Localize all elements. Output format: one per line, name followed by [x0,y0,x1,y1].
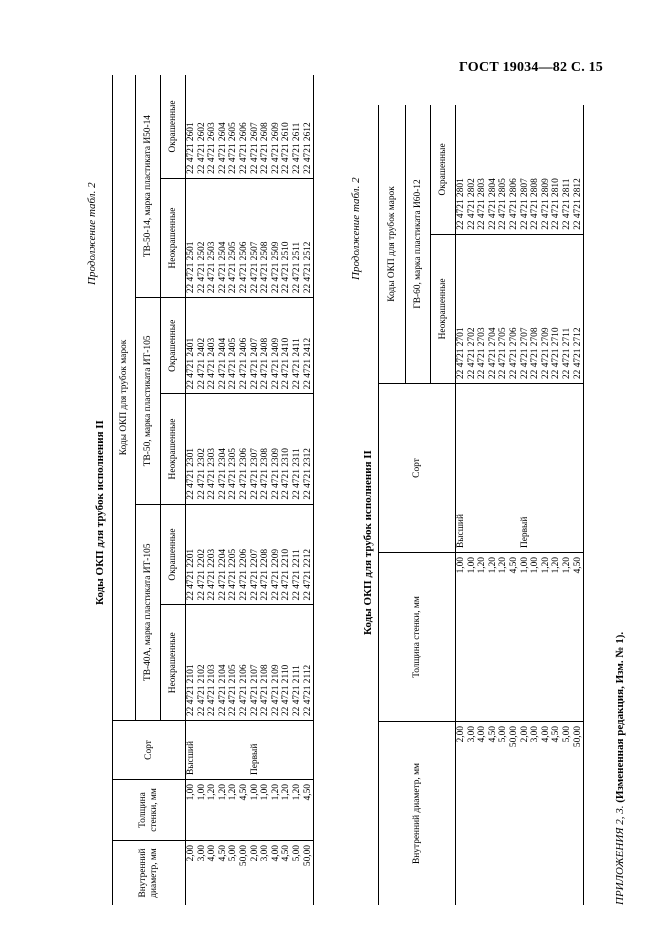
t2-sub: Неокрашенные [431,234,456,383]
code-cell: 22 4721 2510 [281,178,292,297]
wall-cell: 1,20 [281,780,292,841]
code-cell: 22 4721 2502 [197,178,208,297]
code-cell: 22 4721 2801 [456,178,466,230]
table1-continuation: Продолжение табл. 2 [86,182,98,285]
diameter-cell: 4,50 [488,722,499,906]
t1-sub: Окрашенные [161,504,186,605]
code-cell: 22 4721 2811 [561,178,572,230]
grade-cell [551,384,562,553]
wall-cell: 1,00 [186,780,197,841]
table-row [271,75,282,905]
code-cell: 22 4721 2101 [186,605,197,721]
code-cell: 22 4721 2201 [186,504,197,605]
diameter-cell: 5,00 [562,722,573,906]
grade-cell [541,384,552,553]
code-cell: 22 4721 2603 [207,122,218,174]
wall-cell: 1,20 [488,553,499,722]
code-cell: 22 4721 2612 [302,122,313,174]
code-cell: 22 4721 2409 [271,298,282,394]
diameter-cell: 5,00 [228,841,239,906]
code-cell: 22 4721 2307 [250,394,261,504]
table-row [228,75,239,905]
t1-group-2: ТВ-50-14, марка пластиката И50-14 [136,75,161,298]
code-cell: 22 4721 2809 [540,178,551,230]
code-cell: 22 4721 2703 [477,234,488,383]
code-cell: 22 4721 2102 [197,605,208,721]
code-cell: 22 4721 2609 [270,122,281,174]
diameter-cell: 3,00 [467,722,478,906]
code-cell: 22 4721 2808 [530,178,541,230]
code-cell: 22 4721 2209 [271,504,282,605]
wall-cell: 1,20 [551,553,562,722]
code-cell: 22 4721 2211 [292,504,303,605]
table1-title: Коды ОКП для трубок исполнения II [94,420,106,605]
wall-cell: 1,00 [467,553,478,722]
code-cell: 22 4721 2702 [467,234,478,383]
code-cell: 22 4721 2404 [218,298,229,394]
rotated-content [86,75,656,905]
table-row [303,75,314,905]
code-cell: 22 4721 2511 [292,178,303,297]
code-cell: 22 4721 2111 [292,605,303,721]
t2-h-grade: Сорт [379,384,456,553]
code-cell: 22 4721 2306 [239,394,250,504]
wall-cell: 1,00 [456,553,467,722]
t2-group: ГВ-60, марка пластиката И60-12 [406,105,431,384]
grade-cell [271,721,282,780]
wall-cell: 1,00 [530,553,541,722]
diameter-cell: 50,00 [239,841,250,906]
code-cell: 22 4721 2104 [218,605,229,721]
diameter-cell: 5,00 [292,841,303,906]
table-row [260,75,271,905]
grade-cell [530,384,541,553]
code-cell: 22 4721 2411 [292,298,303,394]
diameter-cell: 3,00 [197,841,208,906]
grade-cell [509,384,520,553]
code-cell: 22 4721 2309 [271,394,282,504]
grade-cell [197,721,208,780]
t1-h-grade: Сорт [113,721,186,780]
table-row [186,75,197,905]
wall-cell: 1,20 [207,780,218,841]
table-row [573,105,584,905]
grade-cell [281,721,292,780]
grade-cell [488,384,499,553]
code-cell: 22 4721 2712 [573,234,584,383]
wall-cell: 1,20 [218,780,229,841]
code-cell: 22 4721 2507 [250,178,261,297]
t1-group-1: ТВ-50, марка пластиката ИТ-105 [136,298,161,504]
code-cell: 22 4721 2704 [488,234,499,383]
code-cell: 22 4721 2212 [303,504,314,605]
diameter-cell: 2,00 [250,841,261,906]
code-cell: 22 4721 2310 [281,394,292,504]
footnote-prefix: ПРИЛОЖЕНИЯ 2, 3. [614,805,626,905]
wall-cell: 1,20 [477,553,488,722]
code-cell: 22 4721 2302 [197,394,208,504]
diameter-cell: 4,50 [551,722,562,906]
t1-group-0: ТВ-40А, марка пластиката ИТ-105 [136,504,161,720]
grade-cell [260,721,271,780]
code-cell: 22 4721 2708 [530,234,541,383]
code-cell: 22 4721 2804 [487,178,498,230]
grade-cell [292,721,303,780]
diameter-cell: 2,00 [456,722,467,906]
grade-cell: Высший [186,721,197,780]
code-cell: 22 4721 2709 [541,234,552,383]
code-cell: 22 4721 2203 [207,504,218,605]
table-row [541,105,552,905]
code-cell: 22 4721 2308 [260,394,271,504]
wall-cell: 1,20 [228,780,239,841]
diameter-cell: 3,00 [530,722,541,906]
grade-cell [573,384,584,553]
code-cell: 22 4721 2803 [477,178,488,230]
wall-cell: 1,20 [541,553,552,722]
diameter-cell: 50,00 [573,722,584,906]
table2 [378,105,584,905]
code-cell: 22 4721 2408 [260,298,271,394]
code-cell: 22 4721 2105 [228,605,239,721]
table-row [207,75,218,905]
code-cell: 22 4721 2311 [292,394,303,504]
diameter-cell: 4,50 [218,841,229,906]
code-cell: 22 4721 2509 [271,178,282,297]
code-cell: 22 4721 2206 [239,504,250,605]
grade-cell: Первый [250,721,261,780]
wall-cell: 4,50 [573,553,584,722]
grade-cell [303,721,314,780]
diameter-cell: 4,00 [207,841,218,906]
table-row [562,105,573,905]
wall-cell: 4,50 [303,780,314,841]
code-cell: 22 4721 2202 [197,504,208,605]
code-cell: 22 4721 2508 [260,178,271,297]
code-cell: 22 4721 2103 [207,605,218,721]
code-cell: 22 4721 2304 [218,394,229,504]
t1-h-wall: Толщина стенки, мм [113,780,186,841]
code-cell: 22 4721 2506 [239,178,250,297]
table-row [488,105,499,905]
code-cell: 22 4721 2109 [271,605,282,721]
t2-h-wall: Толщина стенки, мм [379,553,456,722]
table-row [218,75,229,905]
table-row [477,105,488,905]
code-cell: 22 4721 2512 [303,178,314,297]
code-cell: 22 4721 2710 [551,234,562,383]
code-cell: 22 4721 2312 [303,394,314,504]
grade-cell [498,384,509,553]
code-cell: 22 4721 2110 [281,605,292,721]
table-row [530,105,541,905]
diameter-cell: 50,00 [509,722,520,906]
diameter-cell: 4,00 [271,841,282,906]
diameter-cell: 5,00 [498,722,509,906]
code-cell: 22 4721 2207 [250,504,261,605]
code-cell: 22 4721 2812 [572,178,583,230]
code-cell: 22 4721 2606 [238,122,249,174]
code-cell: 22 4721 2412 [303,298,314,394]
diameter-cell: 3,00 [260,841,271,906]
code-cell: 22 4721 2810 [551,178,562,230]
code-cell: 22 4721 2611 [291,122,302,174]
code-cell: 22 4721 2406 [239,298,250,394]
diameter-cell: 2,00 [520,722,531,906]
code-cell: 22 4721 2208 [260,504,271,605]
grade-cell [467,384,478,553]
diameter-cell: 50,00 [303,841,314,906]
code-cell: 22 4721 2204 [218,504,229,605]
t1-sub: Неокрашенные [161,394,186,504]
wall-cell: 1,20 [292,780,303,841]
code-cell: 22 4721 2401 [186,298,197,394]
code-cell: 22 4721 2607 [249,122,260,174]
table-row [520,105,531,905]
table-row [197,75,208,905]
code-cell: 22 4721 2112 [303,605,314,721]
code-cell: 22 4721 2303 [207,394,218,504]
grade-cell [239,721,250,780]
t1-sub: Неокрашенные [161,178,186,297]
table-row [467,105,478,905]
diameter-cell: 2,00 [186,841,197,906]
code-cell: 22 4721 2604 [217,122,228,174]
grade-cell [477,384,488,553]
code-cell: 22 4721 2806 [508,178,519,230]
code-cell: 22 4721 2706 [509,234,520,383]
code-cell: 22 4721 2402 [197,298,208,394]
table-row [292,75,303,905]
code-cell: 22 4721 2407 [250,298,261,394]
grade-cell [218,721,229,780]
code-cell: 22 4721 2608 [260,122,271,174]
t1-h-codes: Коды ОКП для трубок марок [113,75,136,721]
page-header: ГОСТ 19034—82 С. 15 [459,60,603,75]
code-cell: 22 4721 2210 [281,504,292,605]
t1-sub: Неокрашенные [161,605,186,721]
code-cell: 22 4721 2405 [228,298,239,394]
code-cell: 22 4721 2701 [456,234,467,383]
wall-cell: 1,00 [520,553,531,722]
table-row [456,105,467,905]
wall-cell: 1,00 [250,780,261,841]
wall-cell: 1,20 [271,780,282,841]
t1-sub: Окрашенные [161,298,186,394]
code-cell: 22 4721 2707 [520,234,531,383]
grade-cell [207,721,218,780]
code-cell: 22 4721 2807 [519,178,530,230]
diameter-cell: 4,50 [281,841,292,906]
code-cell: 22 4721 2108 [260,605,271,721]
t2-h-diam: Внутренний диаметр, мм [379,722,456,906]
code-cell: 22 4721 2106 [239,605,250,721]
code-cell: 22 4721 2205 [228,504,239,605]
table-row [250,75,261,905]
footnote-text: (Измененная редакция, Изм. № 1). [614,631,626,803]
wall-cell: 4,50 [239,780,250,841]
grade-cell: Высший [456,384,467,553]
code-cell: 22 4721 2601 [186,122,196,174]
grade-cell [562,384,573,553]
table-row [281,75,292,905]
footnote [614,632,626,905]
table-row [509,105,520,905]
diameter-cell: 4,00 [477,722,488,906]
t1-h-diam: Внутренний диаметр, мм [113,841,186,906]
t2-sub: Окрашенные [431,105,456,234]
grade-cell [228,721,239,780]
code-cell: 22 4721 2711 [562,234,573,383]
wall-cell: 1,20 [498,553,509,722]
code-cell: 22 4721 2505 [228,178,239,297]
grade-cell: Первый [520,384,531,553]
code-cell: 22 4721 2805 [498,178,509,230]
code-cell: 22 4721 2403 [207,298,218,394]
code-cell: 22 4721 2501 [186,178,197,297]
wall-cell: 1,20 [562,553,573,722]
table-row [239,75,250,905]
code-cell: 22 4721 2602 [196,122,207,174]
code-cell: 22 4721 2605 [228,122,239,174]
wall-cell: 1,00 [197,780,208,841]
table2-title: Коды ОКП для трубок исполнения II [362,450,374,635]
code-cell: 22 4721 2503 [207,178,218,297]
table1 [112,75,314,905]
t2-h-codes: Коды ОКП для трубок марок [379,105,406,384]
wall-cell: 1,00 [260,780,271,841]
table2-continuation: Продолжение табл. 2 [350,177,362,280]
t1-sub: Окрашенные [161,75,186,178]
code-cell: 22 4721 2504 [218,178,229,297]
table-row [498,105,509,905]
code-cell: 22 4721 2610 [281,122,292,174]
table-row [551,105,562,905]
diameter-cell: 4,00 [541,722,552,906]
code-cell: 22 4721 2107 [250,605,261,721]
code-cell: 22 4721 2301 [186,394,197,504]
code-cell: 22 4721 2802 [466,178,477,230]
code-cell: 22 4721 2410 [281,298,292,394]
wall-cell: 4,50 [509,553,520,722]
code-cell: 22 4721 2305 [228,394,239,504]
code-cell: 22 4721 2705 [498,234,509,383]
